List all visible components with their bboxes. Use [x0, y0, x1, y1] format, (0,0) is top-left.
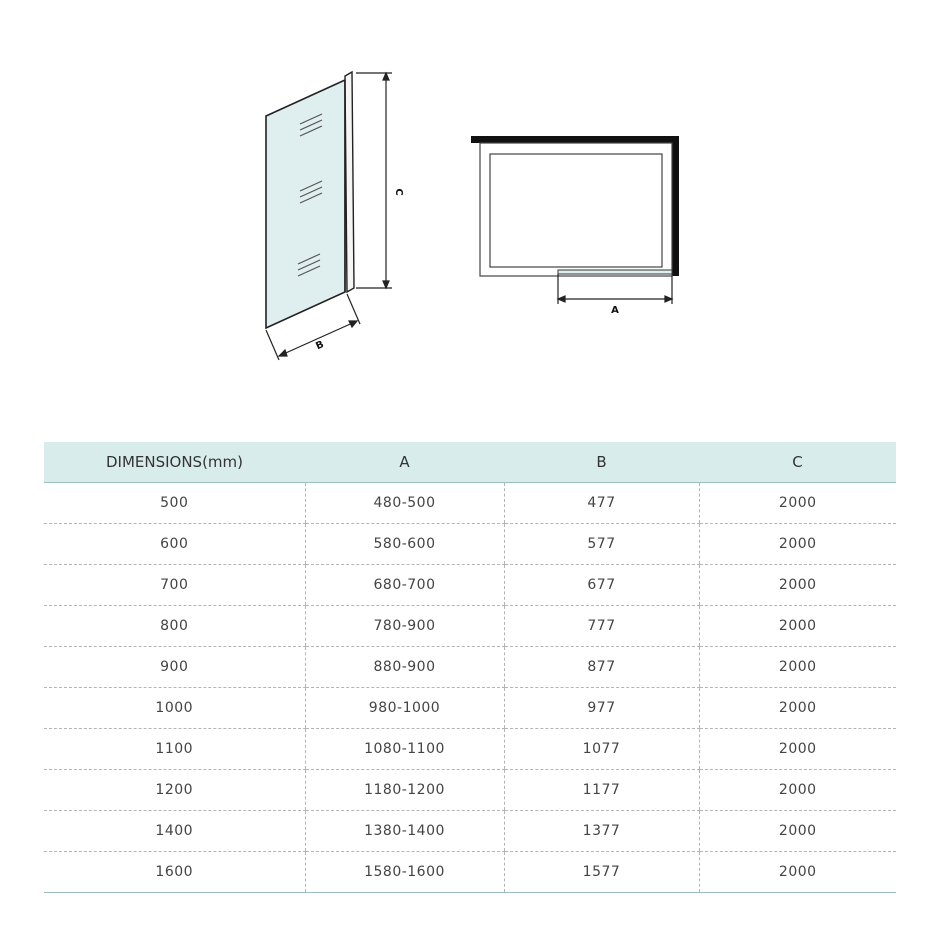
header-c: C: [699, 442, 896, 483]
width-label: A: [611, 305, 619, 316]
cell-c: 2000: [699, 688, 896, 729]
cell-b: 1377: [504, 811, 699, 852]
cell-size: 700: [44, 565, 305, 606]
cell-b: 677: [504, 565, 699, 606]
cell-size: 1000: [44, 688, 305, 729]
wall-profile: [345, 72, 354, 292]
table-row: [44, 524, 896, 565]
table-row: [44, 606, 896, 647]
height-dimension: [356, 73, 392, 288]
cell-c: 2000: [699, 852, 896, 893]
top-wall: [471, 136, 679, 143]
cell-size: 900: [44, 647, 305, 688]
cell-a: 1580-1600: [305, 852, 504, 893]
cell-c: 2000: [699, 606, 896, 647]
table-row: [44, 483, 896, 524]
cell-size: 1600: [44, 852, 305, 893]
table-row: [44, 811, 896, 852]
diagram-svg: [0, 0, 940, 420]
cell-a: 780-900: [305, 606, 504, 647]
table-row: [44, 565, 896, 606]
cell-c: 2000: [699, 483, 896, 524]
cell-size: 1400: [44, 811, 305, 852]
side-wall: [672, 136, 679, 276]
table-row: [44, 770, 896, 811]
cell-a: 1380-1400: [305, 811, 504, 852]
cell-size: 600: [44, 524, 305, 565]
table-row: [44, 647, 896, 688]
cell-size: 500: [44, 483, 305, 524]
cell-a: 1080-1100: [305, 729, 504, 770]
cell-b: 1077: [504, 729, 699, 770]
table-row: [44, 852, 896, 893]
glass-panel: [266, 80, 345, 328]
cell-b: 577: [504, 524, 699, 565]
plan-view: [471, 136, 679, 316]
cell-a: 980-1000: [305, 688, 504, 729]
cell-a: 1180-1200: [305, 770, 504, 811]
tray-inner: [490, 154, 662, 267]
table-header-row: [44, 442, 896, 483]
cell-b: 477: [504, 483, 699, 524]
cell-a: 480-500: [305, 483, 504, 524]
cell-b: 777: [504, 606, 699, 647]
cell-c: 2000: [699, 565, 896, 606]
cell-c: 2000: [699, 524, 896, 565]
cell-size: 800: [44, 606, 305, 647]
cell-size: 1200: [44, 770, 305, 811]
cell-a: 880-900: [305, 647, 504, 688]
cell-b: 977: [504, 688, 699, 729]
cell-b: 1577: [504, 852, 699, 893]
cell-b: 1177: [504, 770, 699, 811]
glass-panel-plan: [558, 270, 672, 274]
table-row: [44, 729, 896, 770]
cell-c: 2000: [699, 770, 896, 811]
height-label: C: [393, 188, 404, 196]
cell-size: 1100: [44, 729, 305, 770]
dimensions-table: [44, 442, 896, 893]
cell-a: 680-700: [305, 565, 504, 606]
header-b: B: [504, 442, 699, 483]
cell-a: 580-600: [305, 524, 504, 565]
dimension-diagram: [0, 0, 940, 420]
table-row: [44, 688, 896, 729]
depth-label: B: [314, 339, 326, 353]
header-a: A: [305, 442, 504, 483]
width-dimension: [558, 274, 672, 304]
cell-c: 2000: [699, 729, 896, 770]
header-dimensions: DIMENSIONS(mm): [44, 442, 305, 483]
cell-c: 2000: [699, 811, 896, 852]
cell-c: 2000: [699, 647, 896, 688]
side-view: [266, 72, 404, 360]
cell-b: 877: [504, 647, 699, 688]
